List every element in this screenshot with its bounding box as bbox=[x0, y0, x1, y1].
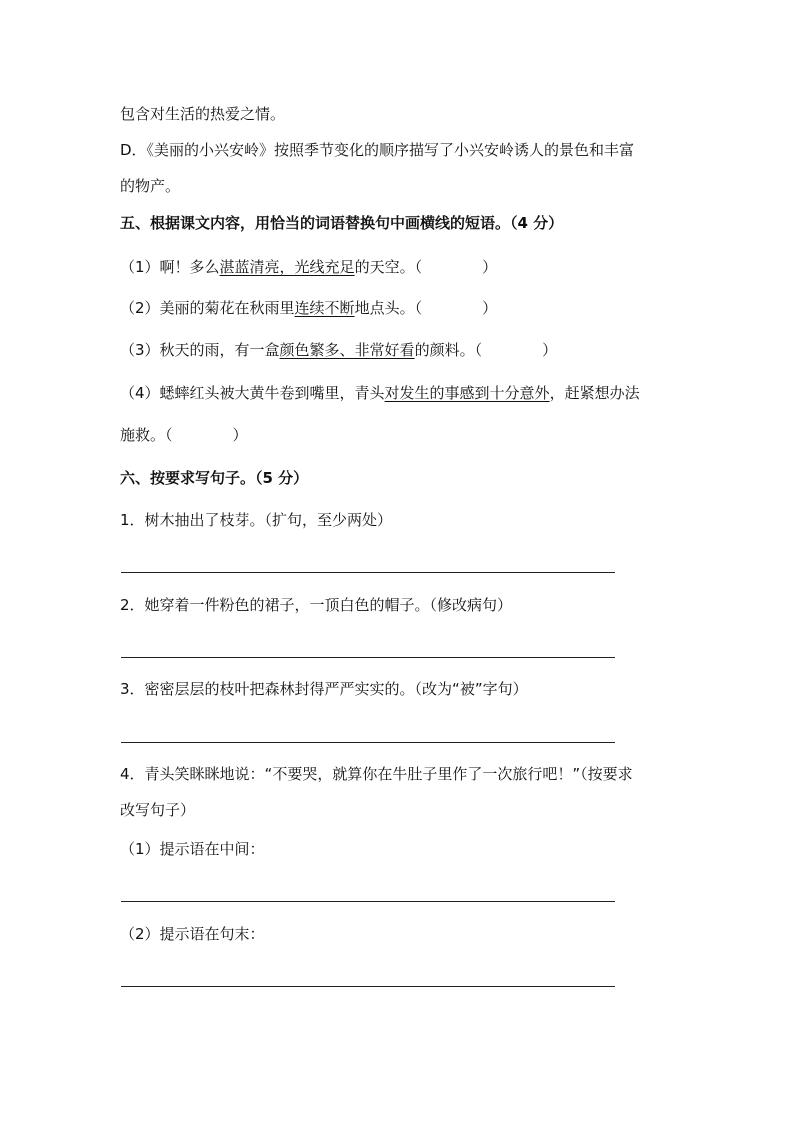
sub-question-1: （1）提示语在中间： bbox=[120, 840, 265, 858]
question-text: （2）美丽的菊花在秋雨里 bbox=[120, 299, 295, 317]
section-5-question-4 bbox=[120, 383, 640, 403]
answer-line[interactable] bbox=[121, 901, 615, 902]
underlined-phrase: 连续不断 bbox=[294, 299, 355, 317]
answer-blank[interactable]: 施救。（ ） bbox=[120, 426, 248, 444]
section-5-title: 五、根据课文内容，用恰当的词语替换句中画横线的短语。（4 分） bbox=[120, 214, 564, 232]
answer-blank[interactable]: 地点头。（ ） bbox=[354, 299, 498, 317]
section-6-sentence-2: 2．她穿着一件粉色的裙子，一顶白色的帽子。（修改病句） bbox=[120, 596, 513, 614]
section-5-question-3 bbox=[120, 340, 557, 360]
answer-blank[interactable]: 的颜料。（ ） bbox=[414, 341, 558, 359]
section-6-sentence-3: 3．密密层层的枝叶把森林封得严严实实的。（改为“被”字句） bbox=[120, 680, 528, 698]
answer-blank[interactable]: 的天空。（ ） bbox=[354, 258, 498, 276]
answer-line[interactable] bbox=[121, 986, 615, 987]
question-text: （4）蟋蟀红头被大黄牛卷到嘴里，青头 bbox=[120, 384, 385, 402]
sub-question-2: （2）提示语在句末： bbox=[120, 925, 265, 943]
section-6-title: 六、按要求写句子。（5 分） bbox=[120, 469, 309, 487]
section-5-question-1 bbox=[120, 257, 497, 277]
option-d-line: D．《美丽的小兴安岭》按照季节变化的顺序描写了小兴安岭诱人的景色和丰富 bbox=[120, 141, 635, 159]
section-5-question-2 bbox=[120, 298, 497, 318]
answer-line[interactable] bbox=[121, 742, 615, 743]
answer-line[interactable] bbox=[121, 657, 615, 658]
question-text: （3）秋天的雨，有一盒 bbox=[120, 341, 280, 359]
paragraph-line: 包含对生活的热爱之情。 bbox=[120, 105, 286, 123]
section-6-sentence-4: 4．青头笑眯眯地说：“不要哭，就算你在牛肚子里作了一次旅行吧！”（按要求 bbox=[120, 765, 633, 783]
answer-line[interactable] bbox=[121, 572, 615, 573]
question-text: ，赶紧想办法 bbox=[549, 384, 640, 402]
underlined-phrase: 对发生的事感到十分意外 bbox=[384, 384, 550, 402]
underlined-phrase: 湛蓝清亮，光线充足 bbox=[219, 258, 355, 276]
underlined-phrase: 颜色繁多、非常好看 bbox=[279, 341, 415, 359]
section-6-sentence-4-cont: 改写句子） bbox=[120, 801, 196, 819]
paragraph-line: 的物产。 bbox=[120, 177, 181, 195]
section-6-sentence-1: 1．树木抽出了枝芽。（扩句，至少两处） bbox=[120, 511, 393, 529]
question-text: （1）啊！多么 bbox=[120, 258, 220, 276]
